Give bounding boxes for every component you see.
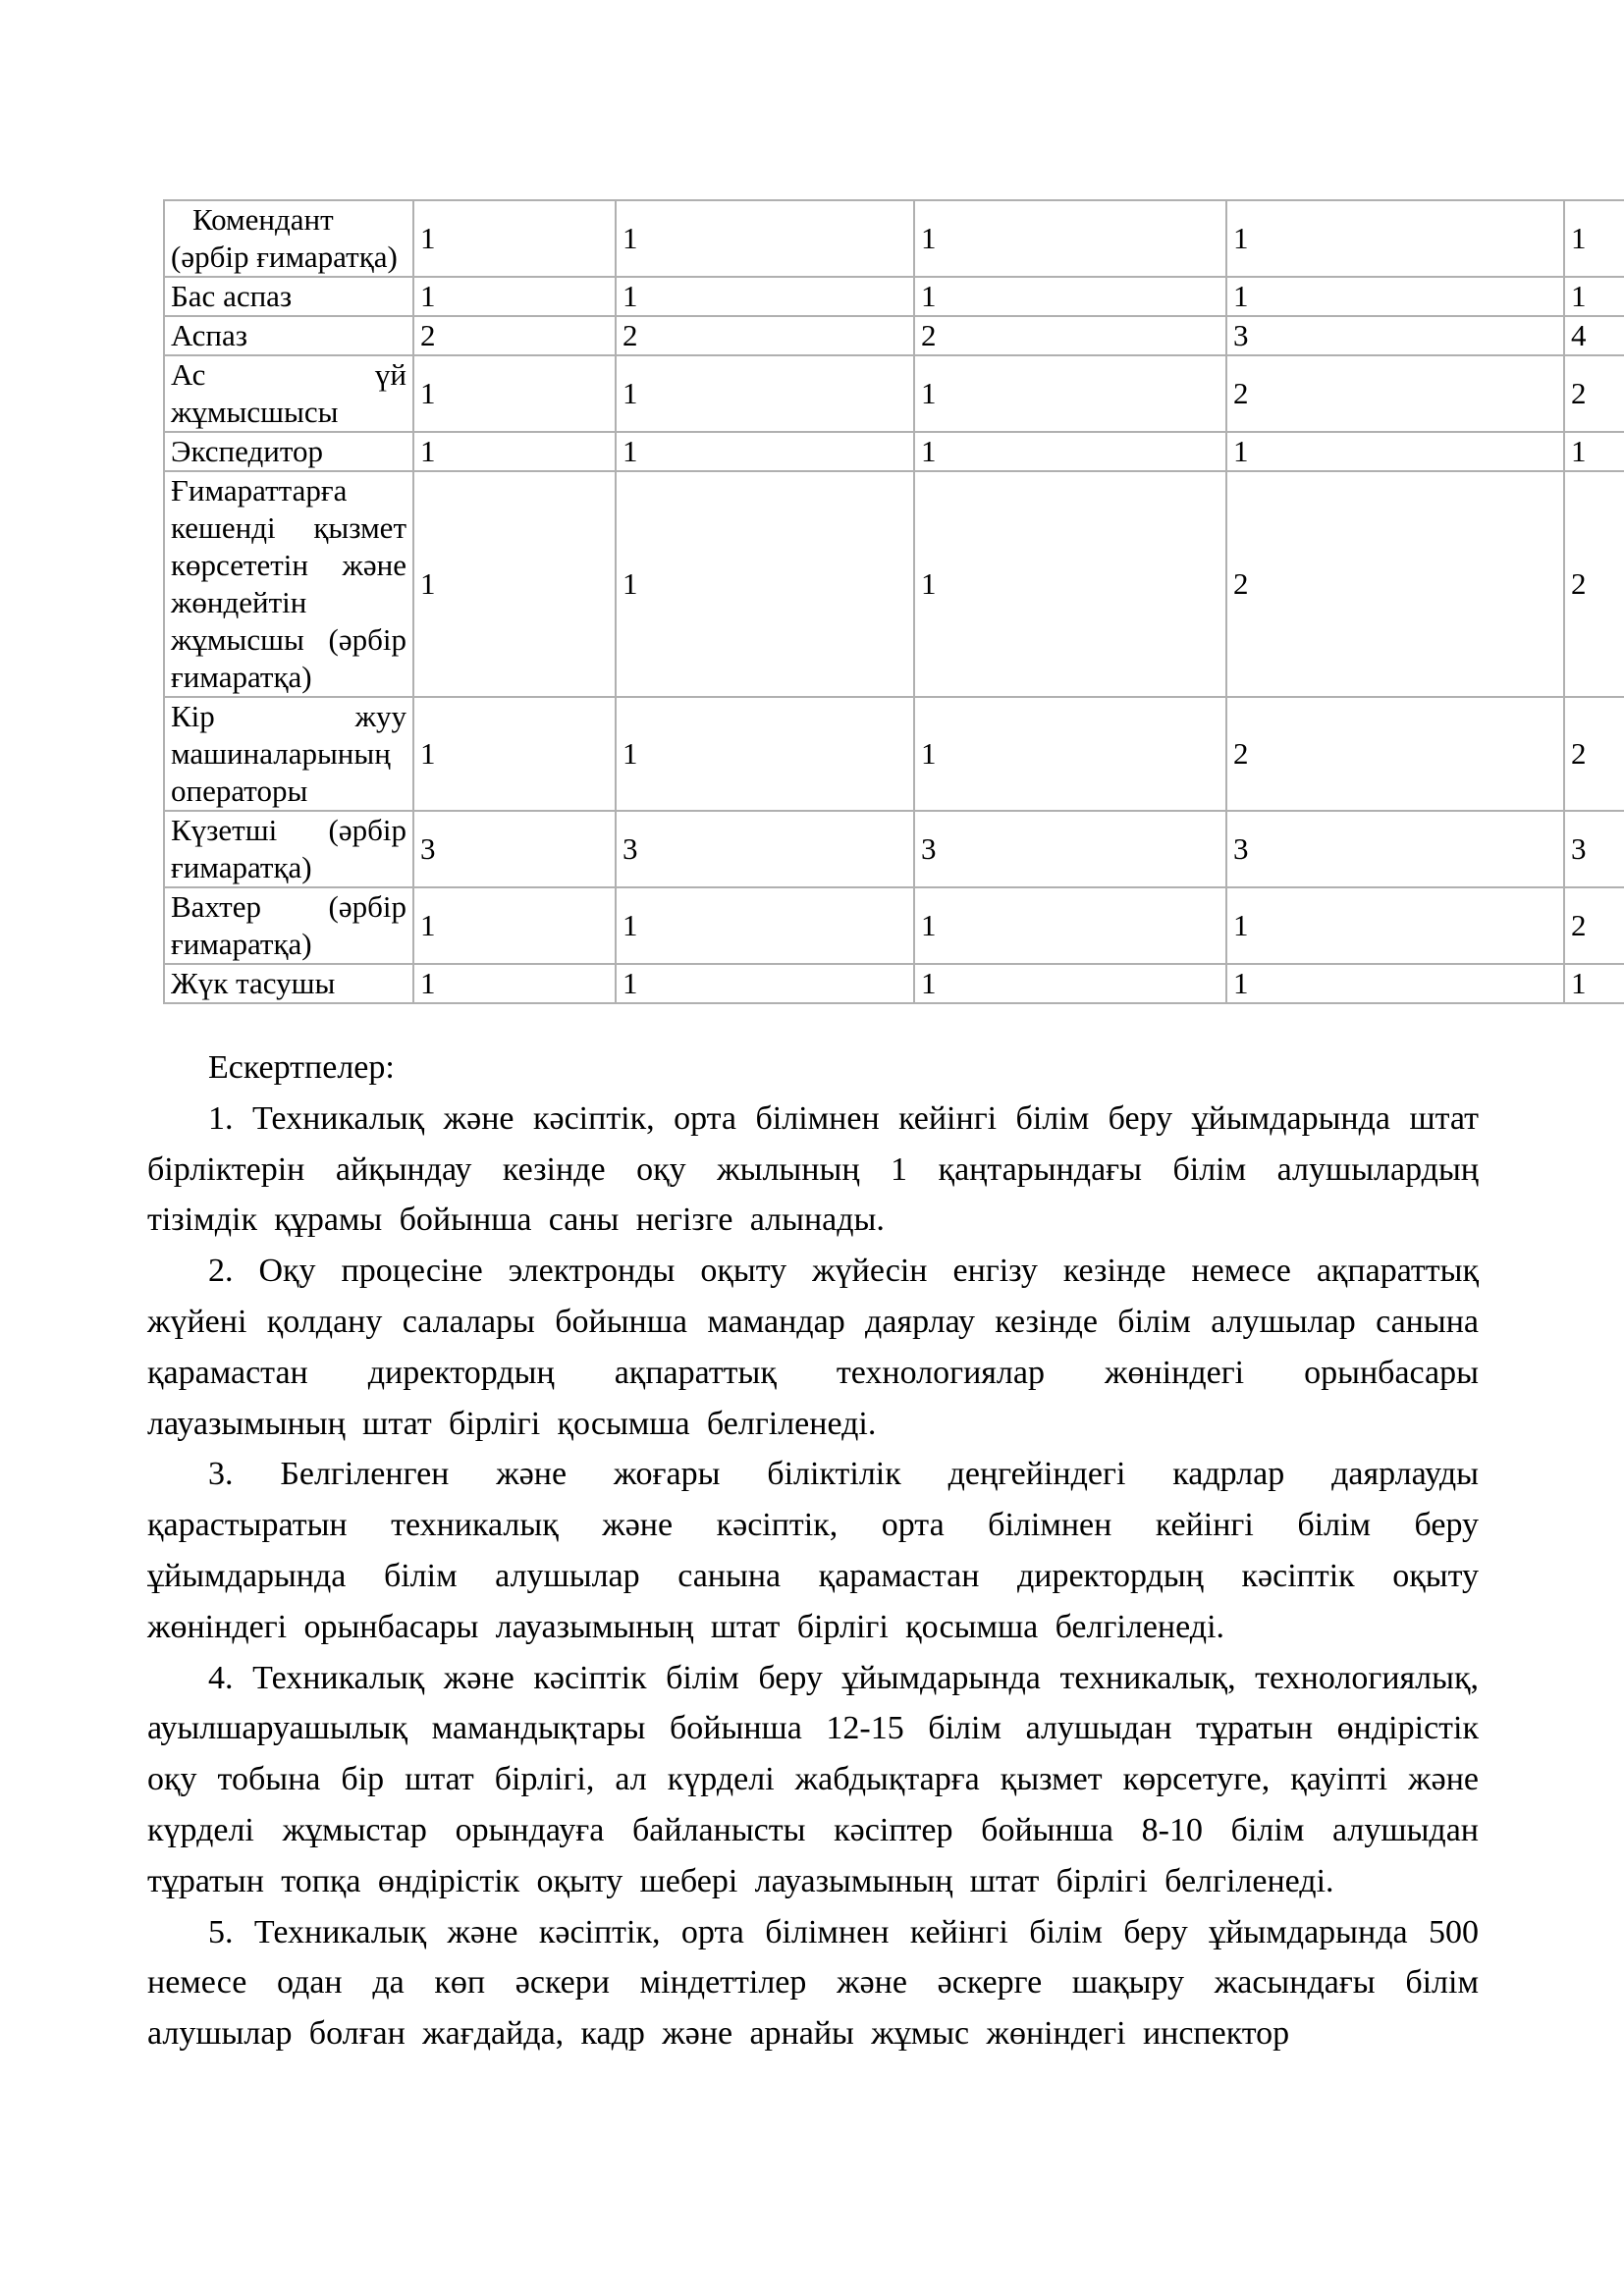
row-value: 1: [616, 964, 914, 1003]
row-value: 1: [914, 355, 1226, 432]
row-value: 2: [1226, 697, 1564, 811]
row-label: Вахтер (әрбір ғимаратқа): [164, 887, 413, 964]
row-value: 2: [1564, 697, 1624, 811]
row-value: 1: [616, 697, 914, 811]
notes-list: [147, 1094, 1479, 2059]
row-label: Ас үй жұмысшысы: [164, 355, 413, 432]
row-label: Экспедитор: [164, 432, 413, 471]
notes-heading: Ескертпелер:: [208, 1049, 395, 1086]
row-label: Бас аспаз: [164, 277, 413, 316]
row-value: 2: [1564, 355, 1624, 432]
row-value: 1: [616, 432, 914, 471]
row-value: 3: [914, 811, 1226, 887]
row-value: 2: [1564, 887, 1624, 964]
table-row: [164, 697, 1624, 811]
row-value: 2: [914, 316, 1226, 355]
row-label: Жүк тасушы: [164, 964, 413, 1003]
table-row: [164, 471, 1624, 697]
row-value: 3: [1226, 811, 1564, 887]
row-label: Ғимараттарға кешенді қызмет көрсететін және жөндейтін жұмысшы (әрбір ғимаратқа): [164, 471, 413, 697]
row-value: 1: [413, 964, 616, 1003]
note-paragraph: 2. Оқу процесіне электронды оқыту жүйесін енгізу кезінде немесе ақпараттық жүйені қолдану салалары бойынша мамандар даярлау кезінде білім алушылар санына қарамастан директордың ақпараттық технологиялар жөніндегі орынбасары лауазымының штат бірлігі қосымша белгіленеді.: [147, 1253, 1479, 1442]
row-value: 1: [413, 277, 616, 316]
row-value: 1: [413, 697, 616, 811]
notes-section: [147, 1042, 1479, 2059]
table-row: [164, 811, 1624, 887]
row-value: 1: [1226, 887, 1564, 964]
row-value: 1: [914, 432, 1226, 471]
row-value: 3: [413, 811, 616, 887]
row-value: 1: [1226, 964, 1564, 1003]
row-value: 2: [413, 316, 616, 355]
row-label: Кір жуу машиналарының операторы: [164, 697, 413, 811]
row-value: 1: [914, 471, 1226, 697]
row-value: 1: [616, 277, 914, 316]
row-value: 1: [914, 697, 1226, 811]
row-value: 3: [1564, 811, 1624, 887]
table-row: [164, 432, 1624, 471]
row-value: 1: [914, 887, 1226, 964]
row-value: 1: [616, 355, 914, 432]
note-paragraph: 5. Техникалық және кәсіптік, орта білімнен кейінгі білім беру ұйымдарында 500 немесе одан да көп әскери міндеттілер және әскерге шақыру жасындағы білім алушылар болған жағдайда, кадр және арнайы жұмыс жөніндегі инспектор: [147, 1913, 1479, 2053]
table-row: [164, 200, 1624, 277]
note-paragraph: 1. Техникалық және кәсіптік, орта білімнен кейінгі білім беру ұйымдарында штат бірліктерін айқындау кезінде оқу жылының 1 қаңтарындағы білім алушылардың тізімдік құрамы бойынша саны негізге алынады.: [147, 1099, 1479, 1239]
row-label: Аспаз: [164, 316, 413, 355]
row-value: 1: [616, 887, 914, 964]
row-value: 1: [1564, 277, 1624, 316]
row-value: 1: [413, 200, 616, 277]
note-paragraph: 3. Белгіленген және жоғары біліктілік деңгейіндегі кадрлар даярлауды қарастыратын техникалық және кәсіптік, орта білімнен кейінгі білім беру ұйымдарында білім алушылар санына қарамастан директордың кәсіптік оқыту жөніндегі орынбасары лауазымының штат бірлігі қосымша белгіленеді.: [147, 1456, 1479, 1645]
staffing-table: [163, 199, 1624, 1004]
row-value: 2: [1226, 355, 1564, 432]
table-row: [164, 355, 1624, 432]
staffing-table-body: [164, 200, 1624, 1003]
row-value: 1: [616, 200, 914, 277]
row-value: 1: [1226, 200, 1564, 277]
row-value: 1: [413, 432, 616, 471]
row-value: 1: [616, 471, 914, 697]
row-value: 1: [1226, 432, 1564, 471]
row-value: 2: [1226, 471, 1564, 697]
row-value: 1: [413, 471, 616, 697]
row-label: Күзетші (әрбір ғимаратқа): [164, 811, 413, 887]
row-value: 1: [914, 964, 1226, 1003]
table-row: [164, 316, 1624, 355]
row-value: 1: [413, 887, 616, 964]
row-value: 1: [1564, 200, 1624, 277]
row-label: Комендант (әрбір ғимаратқа): [164, 200, 413, 277]
row-value: 1: [914, 200, 1226, 277]
row-value: 2: [616, 316, 914, 355]
row-value: 2: [1564, 471, 1624, 697]
table-row: [164, 277, 1624, 316]
row-value: 1: [1226, 277, 1564, 316]
note-paragraph: 4. Техникалық және кәсіптік білім беру ұйымдарында техникалық, технологиялық, ауылшаруашылық мамандықтары бойынша 12-15 білім алушыдан тұратын өндірістік оқу тобына бір штат бірлігі, ал күрделі жабдықтарға қызмет көрсетуге, қауіпті және күрделі жұмыстар орындауға байланысты кәсіптер бойынша 8-10 білім алушыдан тұратын топқа өндірістік оқыту шебері лауазымының штат бірлігі белгіленеді.: [147, 1659, 1479, 1899]
table-row: [164, 887, 1624, 964]
row-value: 1: [413, 355, 616, 432]
row-value: 3: [616, 811, 914, 887]
row-value: 4: [1564, 316, 1624, 355]
row-value: 1: [914, 277, 1226, 316]
row-value: 1: [1564, 432, 1624, 471]
row-value: 1: [1564, 964, 1624, 1003]
row-value: 3: [1226, 316, 1564, 355]
table-row: [164, 964, 1624, 1003]
